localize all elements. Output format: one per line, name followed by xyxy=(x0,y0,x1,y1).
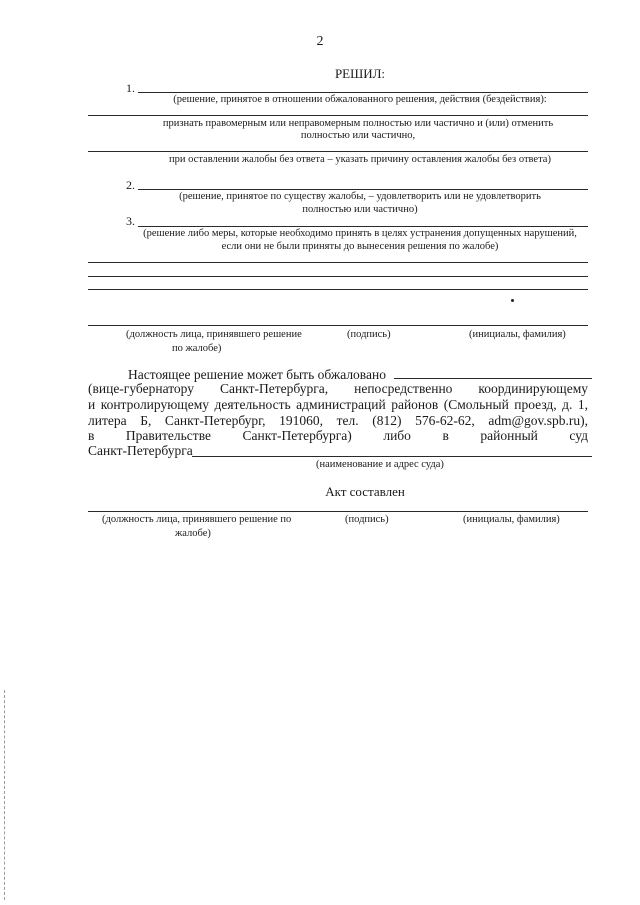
appeal-line1: Настоящее решение может быть обжаловано xyxy=(128,367,386,382)
item1-caption: (решение, принятое в отношении обжалованного решения, действия (бездействия): xyxy=(173,94,547,105)
appeal-line5: в Правительстве Санкт-Петербурга) либо в районный суд xyxy=(88,428,588,443)
item3-number: 3. xyxy=(126,214,135,228)
blank-line-1 xyxy=(88,262,588,263)
scan-dot xyxy=(511,299,514,302)
item3-caption-line1: (решение либо меры, которые необходимо принять в целях устранения допущенных нарушений, xyxy=(143,228,577,239)
item2-number: 2. xyxy=(126,178,135,192)
signature2-line xyxy=(88,511,588,512)
item1-number: 1. xyxy=(126,81,135,95)
blank-line-3 xyxy=(88,289,588,290)
decided-heading: РЕШИЛ: xyxy=(334,66,386,81)
item1-option1-line xyxy=(88,115,588,116)
item2-caption-line2: полностью или частично) xyxy=(302,204,418,215)
act-title: Акт составлен xyxy=(325,484,405,499)
appeal-fill-line xyxy=(394,378,592,379)
item1-option2: при оставлении жалобы без ответа – указать причину оставления жалобы без ответа) xyxy=(169,154,551,165)
signature1-initials: (инициалы, фамилия) xyxy=(469,329,566,340)
appeal-line4: литера Б, Санкт-Петербург, 191060, тел. (812) 576-62-62, adm@gov.spb.ru), xyxy=(88,413,588,428)
item2-caption-line1: (решение, принятое по существу жалобы, – удовлетворить или не удовлетворить xyxy=(179,191,541,202)
appeal-line6: Санкт-Петербурга xyxy=(88,443,193,458)
scan-edge-mark xyxy=(4,690,5,900)
signature2-position-line2: жалобе) xyxy=(175,528,211,539)
signature1-position-line2: по жалобе) xyxy=(172,343,222,354)
blank-line-2 xyxy=(88,276,588,277)
signature1-position-line1: (должность лица, принявшего решение xyxy=(126,329,302,340)
page-number: 2 xyxy=(316,34,324,49)
signature2-signature: (подпись) xyxy=(345,514,389,525)
signature1-signature: (подпись) xyxy=(347,329,391,340)
signature1-line xyxy=(88,325,588,326)
signature2-position-line1: (должность лица, принявшего решение по xyxy=(102,514,292,525)
item3-caption-line2: если они не были приняты до вынесения решения по жалобе) xyxy=(221,241,499,252)
item1-option1-line1: признать правомерным или неправомерным полностью или частично и (или) отменить xyxy=(162,118,554,129)
item1-option1-line2: полностью или частично, xyxy=(300,130,416,141)
signature2-initials: (инициалы, фамилия) xyxy=(463,514,560,525)
item1-option2-line xyxy=(88,151,588,152)
court-fill-line xyxy=(192,456,592,457)
appeal-line2: (вице-губернатору Санкт-Петербурга, непосредственно координирующему xyxy=(88,381,588,396)
court-caption: (наименование и адрес суда) xyxy=(316,459,444,470)
appeal-line3: и контролирующему деятельность администраций районов (Смольный проезд, д. 1, xyxy=(88,397,588,412)
